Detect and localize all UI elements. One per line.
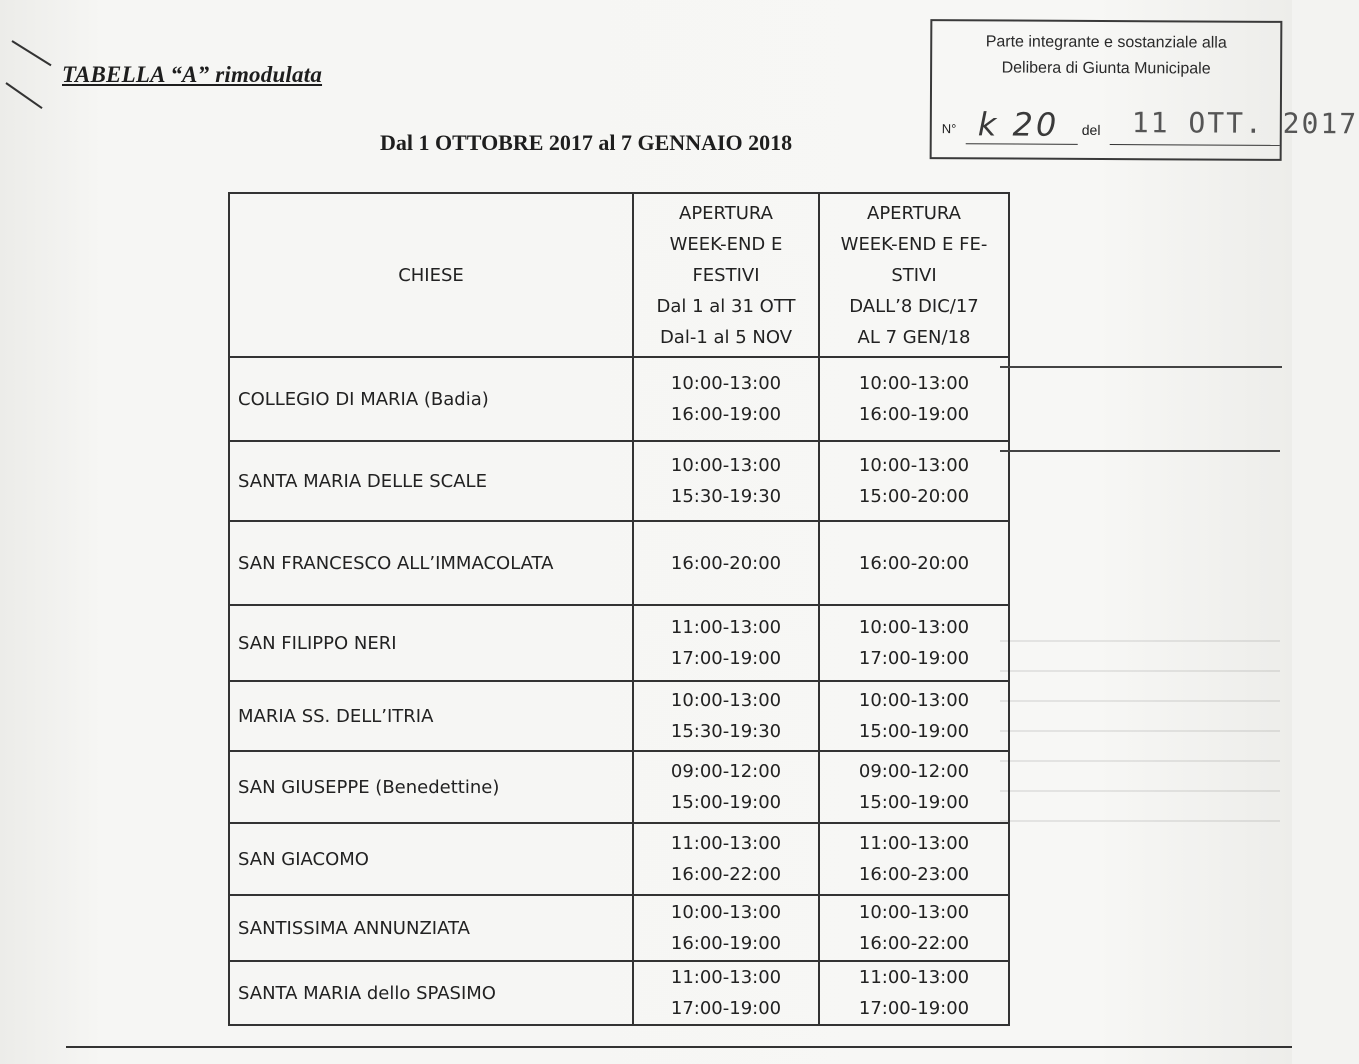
stamp-number: k 20 [977,105,1060,144]
hours-period-1: 11:00-13:00 17:00-19:00 [633,961,819,1025]
church-name: SANTA MARIA DELLE SCALE [229,441,633,521]
hours-period-1: 11:00-13:00 17:00-19:00 [633,605,819,681]
show-through-text [1000,640,1280,830]
hours-period-2: 10:00-13:00 16:00-22:00 [819,895,1009,961]
church-name: SANTISSIMA ANNUNZIATA [229,895,633,961]
church-name: SAN FILIPPO NERI [229,605,633,681]
header-period-2: APERTURA WEEK-END E FE- STIVI DALL’8 DIC/17 AL 7 GEN/18 [819,193,1009,357]
church-name: SAN GIACOMO [229,823,633,895]
hours-period-1: 16:00-20:00 [633,521,819,605]
hours-period-2: 16:00-20:00 [819,521,1009,605]
church-name: SAN GIUSEPPE (Benedettine) [229,751,633,823]
header-row [229,193,1009,357]
hours-period-1: 09:00-12:00 15:00-19:00 [633,751,819,823]
stamp-line-1: Parte integrante e sostanziale alla [985,33,1227,52]
header-period-1: APERTURA WEEK-END E FESTIVI Dal 1 al 31 OTT Dal-1 al 5 NOV [633,193,819,357]
hours-period-2: 10:00-13:00 17:00-19:00 [819,605,1009,681]
schedule-table-wrapper [228,192,1010,1026]
hours-period-1: 10:00-13:00 16:00-19:00 [633,895,819,961]
hours-period-2: 09:00-12:00 15:00-19:00 [819,751,1009,823]
date-range-heading: Dal 1 OTTOBRE 2017 al 7 GENNAIO 2018 [380,130,793,155]
schedule-table [228,192,1010,1026]
stamp-date-label: del [1081,121,1101,138]
table-row [229,681,1009,751]
hours-period-2: 10:00-13:00 15:00-19:00 [819,681,1009,751]
church-name: MARIA SS. DELL’ITRIA [229,681,633,751]
table-row [229,823,1009,895]
church-name: SANTA MARIA dello SPASIMO [229,961,633,1025]
hours-period-2: 11:00-13:00 16:00-23:00 [819,823,1009,895]
table-row [229,605,1009,681]
table-row [229,441,1009,521]
hours-period-1: 10:00-13:00 16:00-19:00 [633,357,819,441]
church-name: COLLEGIO DI MARIA (Badia) [229,357,633,441]
hours-period-1: 10:00-13:00 15:30-19:30 [633,681,819,751]
stamp-date-underline [1110,144,1280,146]
stamp-line-2: Delibera di Giunta Municipale [1001,59,1211,78]
row-line-extension-1 [1000,366,1282,368]
hours-period-2: 10:00-13:00 16:00-19:00 [819,357,1009,441]
stamp-number-label: N° [941,121,957,137]
header-church: CHIESE [229,193,633,357]
document-title: TABELLA “A” rimodulata [62,62,323,87]
row-line-extension-2 [1000,450,1280,452]
table-row [229,751,1009,823]
church-name: SAN FRANCESCO ALL’IMMACOLATA [229,521,633,605]
table-row [229,961,1009,1025]
bottom-rule [66,1046,1292,1048]
hours-period-2: 11:00-13:00 17:00-19:00 [819,961,1009,1025]
table-row [229,521,1009,605]
stamp-date: 11 OTT. 2017 [1131,106,1359,141]
hours-period-1: 10:00-13:00 15:30-19:30 [633,441,819,521]
hours-period-1: 11:00-13:00 16:00-22:00 [633,823,819,895]
hours-period-2: 10:00-13:00 15:00-20:00 [819,441,1009,521]
table-row [229,895,1009,961]
table-row [229,357,1009,441]
approval-stamp [930,19,1359,161]
